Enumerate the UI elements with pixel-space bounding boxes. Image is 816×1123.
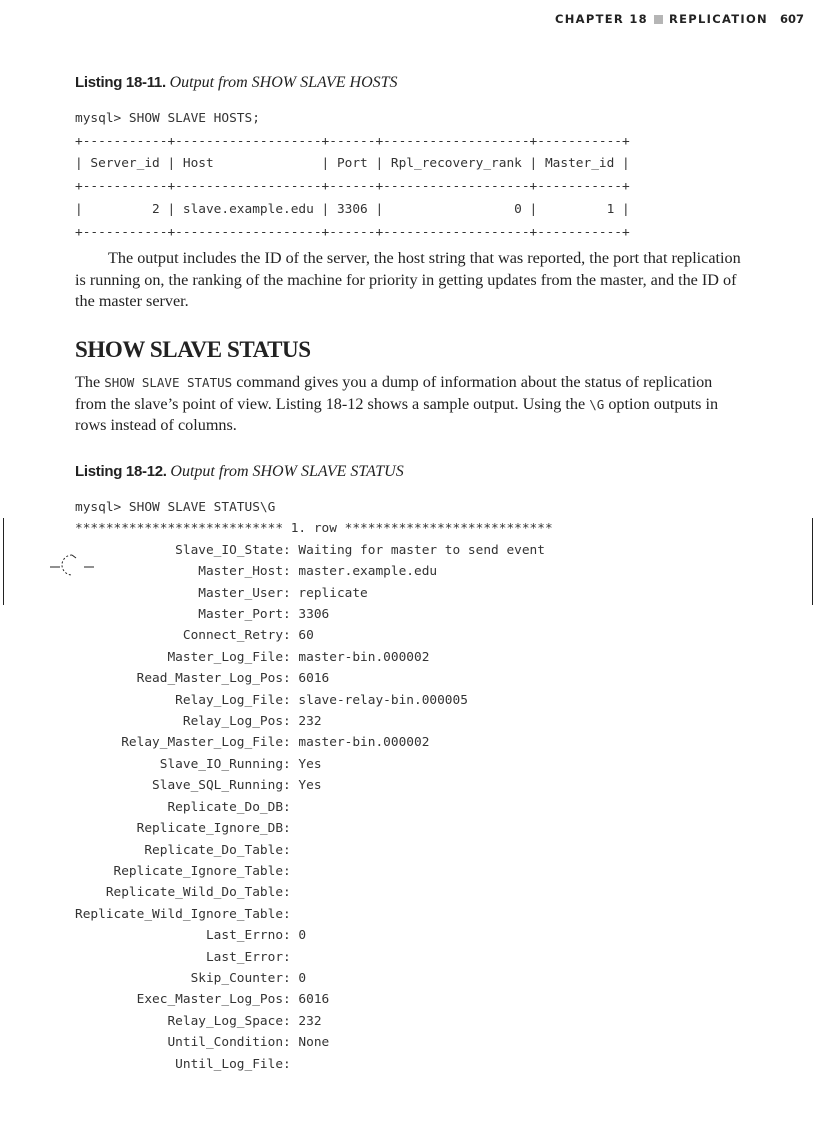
crop-mark-right <box>812 518 813 605</box>
section-label: REPLICATION <box>668 12 768 26</box>
code-line: +-----------+-------------------+------+-------------------+-----------+ <box>75 133 630 149</box>
code-line: Last_Error: <box>75 949 291 965</box>
code-line: Replicate_Ignore_DB: <box>75 821 291 837</box>
code-line: *************************** 1. row *************************** <box>75 521 553 537</box>
code-line: Slave_IO_Running: Yes <box>75 756 322 772</box>
code-line: Replicate_Do_Table: <box>75 842 291 858</box>
listing-label: Listing 18-11. <box>75 74 166 91</box>
running-header <box>0 12 816 32</box>
code-line: | Server_id | Host | Port | Rpl_recovery_rank | Master_id | <box>75 156 630 172</box>
listing-caption-18-11 <box>75 74 398 92</box>
code-listing-show-slave-hosts <box>75 108 630 244</box>
listing-title: Output from SHOW SLAVE HOSTS <box>169 74 398 91</box>
code-line: Until_Log_File: <box>75 1056 291 1072</box>
code-line: Relay_Log_Space: 232 <box>75 1013 322 1029</box>
code-line: Replicate_Do_DB: <box>75 799 291 815</box>
square-separator-icon <box>654 15 663 24</box>
code-listing-show-slave-status <box>75 497 553 1075</box>
code-line: Replicate_Wild_Do_Table: <box>75 885 291 901</box>
listing-title: Output from SHOW SLAVE STATUS <box>170 463 404 480</box>
inline-code: SHOW SLAVE STATUS <box>104 375 233 390</box>
code-line: Read_Master_Log_Pos: 6016 <box>75 671 330 687</box>
listing-caption-18-12 <box>75 463 404 481</box>
code-line: mysql> SHOW SLAVE HOSTS; <box>75 111 260 126</box>
inline-code: \G <box>589 396 605 412</box>
code-line: | 2 | slave.example.edu | 3306 | 0 | 1 | <box>75 201 630 217</box>
paragraph-text: The <box>75 373 105 391</box>
body-paragraph-section <box>75 372 747 437</box>
code-line: Slave_SQL_Running: Yes <box>75 778 322 794</box>
code-line: Master_Port: 3306 <box>75 607 330 623</box>
listing-label: Listing 18-12. <box>75 463 167 480</box>
body-paragraph: The output includes the ID of the server, the host string that was reported, the port that replication is running on, the ranking of the machine for priority in getting updates from the master, and the ID of the master server. <box>75 249 741 311</box>
paragraph-text: option outputs in rows instead of columns. <box>75 394 719 435</box>
code-line: +-----------+-------------------+------+-------------------+-----------+ <box>75 179 630 195</box>
code-line: Until_Condition: None <box>75 1035 330 1051</box>
section-heading: SHOW SLAVE STATUS <box>75 337 311 362</box>
code-line: Skip_Counter: 0 <box>75 970 307 986</box>
code-line: Relay_Log_Pos: 232 <box>75 714 322 730</box>
code-line: Master_User: replicate <box>75 585 368 601</box>
paragraph-text: command gives you a dump of information about the status of replication from the slave’s point of view. Listing 18-12 shows a sample output. Using the <box>75 373 713 413</box>
code-line: Master_Host: master.example.edu <box>75 564 438 580</box>
registration-mark-icon <box>50 550 100 580</box>
code-line: Slave_IO_State: Waiting for master to send event <box>75 542 545 558</box>
code-line: Replicate_Ignore_Table: <box>75 863 291 879</box>
code-line: mysql> SHOW SLAVE STATUS\G <box>75 500 276 515</box>
chapter-label: CHAPTER 18 <box>555 12 648 26</box>
code-line: Relay_Master_Log_File: master-bin.000002 <box>75 735 430 751</box>
code-line: Master_Log_File: master-bin.000002 <box>75 649 430 665</box>
page-number: 607 <box>780 12 805 26</box>
crop-mark-left <box>3 518 4 605</box>
code-line: Exec_Master_Log_Pos: 6016 <box>75 992 330 1008</box>
running-header-chapter <box>555 12 768 26</box>
code-line: Last_Errno: 0 <box>75 928 307 944</box>
code-line: +-----------+-------------------+------+-------------------+-----------+ <box>75 224 630 240</box>
code-line: Connect_Retry: 60 <box>75 628 314 644</box>
code-line: Relay_Log_File: slave-relay-bin.000005 <box>75 692 468 708</box>
code-line: Replicate_Wild_Ignore_Table: <box>75 906 291 922</box>
